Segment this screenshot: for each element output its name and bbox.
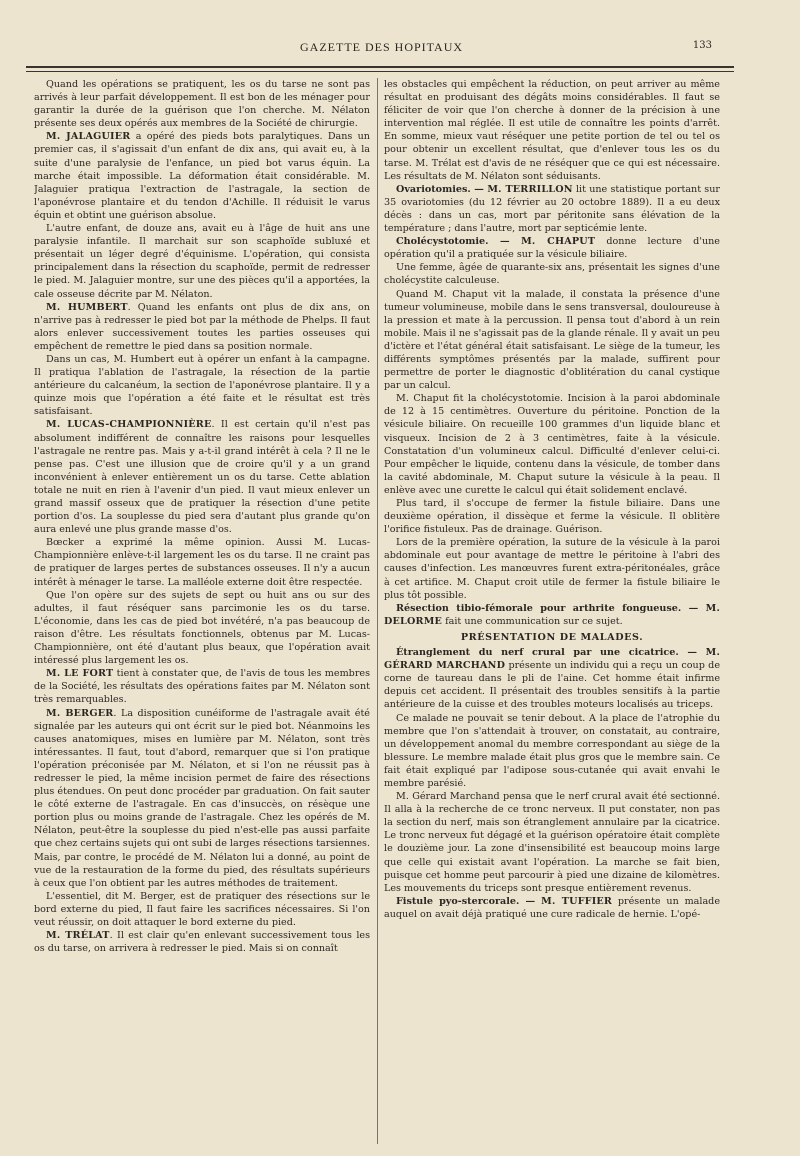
speaker-name: M. LE FORT (46, 668, 114, 680)
paragraph (34, 353, 370, 418)
speaker-name: M. LUCAS-CHAMPIONNIÈRE (46, 419, 212, 431)
speaker-name: M. TERRILLON (487, 183, 573, 195)
header-rule-thin (26, 71, 734, 72)
paragraph-text: fait une communication sur ce sujet. (442, 615, 623, 627)
paragraph-text: M. Chaput fit la cholécystotomie. Incision à la paroi abdominale de 12 à 15 centimètres. Ouverture du péritoine. Ponction de la vésicule biliaire. On recueille 100 grammes d'un liquide blanc et visqueux. Incision de 2 à 3 centimètres, faite à la vésicule. Constatation d'un volumineux calcul. Difficulté d'enlever celui-ci. Pour empêcher le liquide, contenu dans la vésicule, de tomber dans la cavité abdominale, M. Chaput suture la vésicule à la peau. Il enlève avec une curette le calcul qui était solidement enclavé. (384, 393, 720, 496)
paragraph (384, 261, 720, 287)
paragraph-heading: Étranglement du nerf crural par une cicatrice. — (396, 647, 706, 659)
paragraph-text: tient à constater que, de l'avis de tous les membres de la Société, les résultats des opérations faites par M. Nélaton sont très remarquables. (34, 668, 370, 706)
paragraph-text: lit une statistique portant sur 35 ovariotomies (du 12 février au 20 octobre 1889). Il a eu deux décès : dans un cas, mort par péritonite sans élévation de la température ; dans l'autre, mort par septicémie lente. (384, 183, 720, 235)
speaker-name: M. JALAGUIER (46, 131, 131, 143)
paragraph (384, 712, 720, 791)
paragraph (384, 790, 720, 895)
paragraph (384, 392, 720, 497)
paragraph-text: présente un malade auquel on avait déjà pratiqué une cure radicale de hernie. L'opé- (384, 895, 720, 920)
left-column (34, 78, 370, 1144)
running-head (0, 40, 800, 62)
speaker-name: M. CHAPUT (521, 236, 596, 248)
paragraph (34, 890, 370, 929)
paragraph (34, 130, 370, 222)
paragraph-text: . Il est certain qu'il n'est pas absolument indifférent de connaître les raisons pour lesquelles l'astragale ne rentre pas. Mais y a-t-il grand intérêt à cela ? Il ne le pense pas. C'est une illusion que de croire qu'il y a un grand inconvénient à enlever entièrement un os du tarse. Cette ablation totale ne nuit en rien à l'avenir d'un pied. Il vaut mieux enlever un grand massif osseux que de pratiquer la résection d'une petite portion d'os. La souplesse du pied sera d'autant plus grande qu'on aura enlevé une plus grande masse d'os. (34, 419, 370, 536)
paragraph (384, 288, 720, 393)
column-divider (377, 78, 378, 1144)
paragraph-heading: Fistule pyo-stercorale. — (396, 895, 542, 907)
paragraph-text: Plus tard, il s'occupe de fermer la fistule biliaire. Dans une deuxième opération, il dissèque et ferme la vésicule. Il oblitère l'orifice fistuleux. Pas de drainage. Guérison. (384, 498, 720, 536)
paragraph-text: L'essentiel, dit M. Berger, est de pratiquer des résections sur le bord externe du pied, Il faut faire les sacrifices nécessaires. Si l'on veut réussir, on doit attaquer le bord externe du pied. (34, 890, 370, 928)
page-number: 133 (692, 40, 712, 51)
paragraph (384, 536, 720, 601)
paragraph-text: . La disposition cunéiforme de l'astragale avait été signalée par les auteurs qui ont écrit sur le pied bot. Néanmoins les causes anatomiques, mises en lumière par M. Nélaton, sont très intéressantes. Il faut, tout d'abord, remarquer que si l'on pratique l'opération préconisée par M. Nélaton, et si l'on ne réussit pas à redresser le pied, la même incision permet de faire des résections plus étendues. On peut donc procéder par graduation. On fait sauter le côté externe de l'astragale. En cas d'insuccès, on résèque une portion plus ou moins grande de l'astragale. Chez les opérés de M. Nélaton, peut-être la souplesse du pied n'est-elle pas aussi parfaite que chez certains sujets qui ont subi de larges résections tarsiennes. Mais, par contre, le procédé de M. Nélaton lui a donné, au point de vue de la restauration de la forme du pied, des résultats supérieurs à ceux que l'on obtient par les autres méthodes de traitement. (34, 707, 370, 889)
paragraph (34, 929, 370, 955)
paragraph-text: M. Gérard Marchand pensa que le nerf crural avait été sectionné. Il alla à la recherche de ce tronc nerveux. Il put constater, non pas la section du nerf, mais son étranglement annulaire par la cicatrice. Le tronc nerveux fut dégagé et la guérison opératoire était complète le douzième jour. La zone d'insensibilité est beaucoup moins large que celle qui existait avant l'opération. La marche se fait bien, puisque cet homme peut parcourir à pied une dizaine de kilomètres. Les mouvements du triceps sont presque entièrement revenus. (384, 791, 720, 894)
paragraph-text: Que l'on opère sur des sujets de sept ou huit ans ou sur des adultes, il faut réséquer sans parcimonie les os du tarse. L'économie, dans les cas de pied bot invétéré, n'a pas beaucoup de raison d'être. Les résultats fonctionnels, obtenus par M. Lucas-Championnière, ont été d'autant plus beaux, que l'opération avait intéressé plus largement les os. (34, 589, 370, 667)
speaker-name: M. HUMBERT (46, 301, 128, 313)
paragraph (34, 301, 370, 353)
paragraph (384, 235, 720, 261)
speaker-name: M. BERGER (46, 707, 114, 719)
paragraph-text: Dans un cas, M. Humbert eut à opérer un enfant à la campagne. Il pratiqua l'ablation de l'astragale, la résection de la partie antérieure du calcanéum, la section de l'aponévrose plantaire. Il y a quinze mois que l'opération a été faite et le résultat est très satisfaisant. (34, 353, 370, 418)
paragraph-text: a opéré des pieds bots paralytiques. Dans un premier cas, il s'agissait d'un enfant de dix ans, qui avait eu, à la suite d'une paralysie de l'enfance, un pied bot varus équin. La marche était impossible. La déformation était considérable. M. Jalaguier pratiqua l'extraction de l'astragale, la section de l'aponévrose plantaire et du tendon d'Achille. Il réduisit le varus équin et obtint une guérison absolue. (34, 131, 370, 221)
paragraph (34, 78, 370, 130)
paragraph-heading: Résection tibio-fémorale pour arthrite fongueuse. — (396, 602, 706, 614)
paragraph (34, 707, 370, 890)
speaker-name: M. TRÉLAT (46, 930, 110, 942)
paragraph-text: présente un individu qui a reçu un coup de corne de taureau dans le pli de l'aine. Cet homme était infirme depuis cet accident. Il présentait des troubles sensitifs à la partie antérieure de la cuisse et des troubles moteurs localisés au triceps. (384, 660, 720, 711)
section-title: PRÉSENTATION DE MALADES. (460, 631, 644, 643)
journal-title: GAZETTE DES HOPITAUX (300, 40, 464, 54)
speaker-name: M. GÉRARD MARCHAND (384, 647, 720, 672)
paragraph-text: . Quand les enfants ont plus de dix ans, on n'arrive pas à redresser le pied bot par la méthode de Phelps. Il faut alors enlever successivement toutes les parties osseuses qui empêchent de remettre le pied dans sa position normale. (34, 301, 370, 352)
paragraph-heading: Cholécystotomie. — (396, 236, 522, 248)
paragraph-text: Lors de la première opération, la suture de la vésicule à la paroi abdominale eut pour avantage de mettre le péritoine à l'abri des causes d'infection. Les manœuvres furent extra-péritonéales, grâce à cet artifice. M. Chaput croit utile de fermer la fistule biliaire le plus tôt possible. (384, 537, 720, 601)
speaker-name: M. DELORME (384, 602, 720, 627)
paragraph-text: Une femme, âgée de quarante-six ans, présentait les signes d'une cholécystite calculeuse. (384, 262, 720, 287)
paragraph (34, 667, 370, 706)
paragraph (34, 418, 370, 536)
paragraph-text: donne lecture d'une opération qu'il a pratiquée sur la vésicule biliaire. (384, 236, 720, 261)
paragraph-heading: Ovariotomies. — (396, 183, 488, 195)
paragraph (384, 497, 720, 536)
header-rule-thick (26, 66, 734, 68)
paragraph-text: L'autre enfant, de douze ans, avait eu à l'âge de huit ans une paralysie infantile. Il marchait sur son scaphoïde subluxé et présentait un léger degré d'équinisme. L'opération, qui consista principalement dans la résection du scaphoïde, permit de redresser le pied. M. Jalaguier montre, sur une des pièces qu'il a apportées, la cale osseuse décrite par M. Nélaton. (34, 223, 370, 300)
paragraph (384, 895, 720, 921)
right-column (384, 78, 720, 1144)
paragraph (384, 78, 720, 183)
paragraph-text: . Il est clair qu'en enlevant successivement tous les os du tarse, on arrivera à redresser le pied. Mais si on connaît (34, 930, 370, 955)
paragraph (34, 222, 370, 301)
paragraph (384, 183, 720, 235)
paragraph (34, 589, 370, 668)
paragraph (34, 536, 370, 588)
paragraph (384, 602, 720, 628)
paragraph-text: Quand M. Chaput vit la malade, il constata la présence d'une tumeur volumineuse, mobile dans le sens transversal, douloureuse à la pression et mate à la percussion. Il pensa tout d'abord à un rein mobile. Mais il ne s'agissait pas de la glande rénale. Il y avait un peu d'ictère et l'état général était satisfaisant. Le siège de la tumeur, les différents symptômes présentés par la malade, suffirent pour permettre de porter le diagnostic d'oblitération du canal cystique par un calcul. (384, 288, 720, 392)
paragraph-text: les obstacles qui empêchent la réduction, on peut arriver au même résultat en produisant des dégâts moins considérables. Il faut se féliciter de voir que l'on cherche à donner de la précision à une intervention mal réglée. Il est utile de connaître les points d'arrêt. En somme, mieux vaut réséquer une petite portion de tel ou tel os pour obtenir un excellent résultat, que d'enlever tous les os du tarse. M. Trélat est d'avis de ne réséquer que ce qui est nécessaire. Les résultats de M. Nélaton sont séduisants. (384, 79, 720, 182)
paragraph-text: Quand les opérations se pratiquent, les os du tarse ne sont pas arrivés à leur parfait développement. Il est bon de les ménager pour garantir la durée de la guérison que l'on cherche. M. Nélaton présente ses deux opérés aux membres de la Société de chirurgie. (34, 79, 370, 130)
paragraph (384, 646, 720, 711)
paragraph-text: Bœcker a exprimé la même opinion. Aussi M. Lucas-Championnière enlève-t-il largement les os du tarse. Il ne craint pas de pratiquer de larges pertes de substances osseuses. Il n'y a aucun intérêt à ménager le tarse. La malléole externe doit être respectée. (34, 537, 370, 588)
paragraph-text: Ce malade ne pouvait se tenir debout. A la place de l'atrophie du membre que l'on s'attendait à trouver, on constatait, au contraire, un développement anomal du membre correspondant au siège de la blessure. Le membre malade était plus gros que le membre sain. Ce fait était expliqué par l'adipose sous-cutanée qui avait envahi le membre parésié. (384, 712, 720, 789)
speaker-name: M. TUFFIER (541, 895, 613, 907)
